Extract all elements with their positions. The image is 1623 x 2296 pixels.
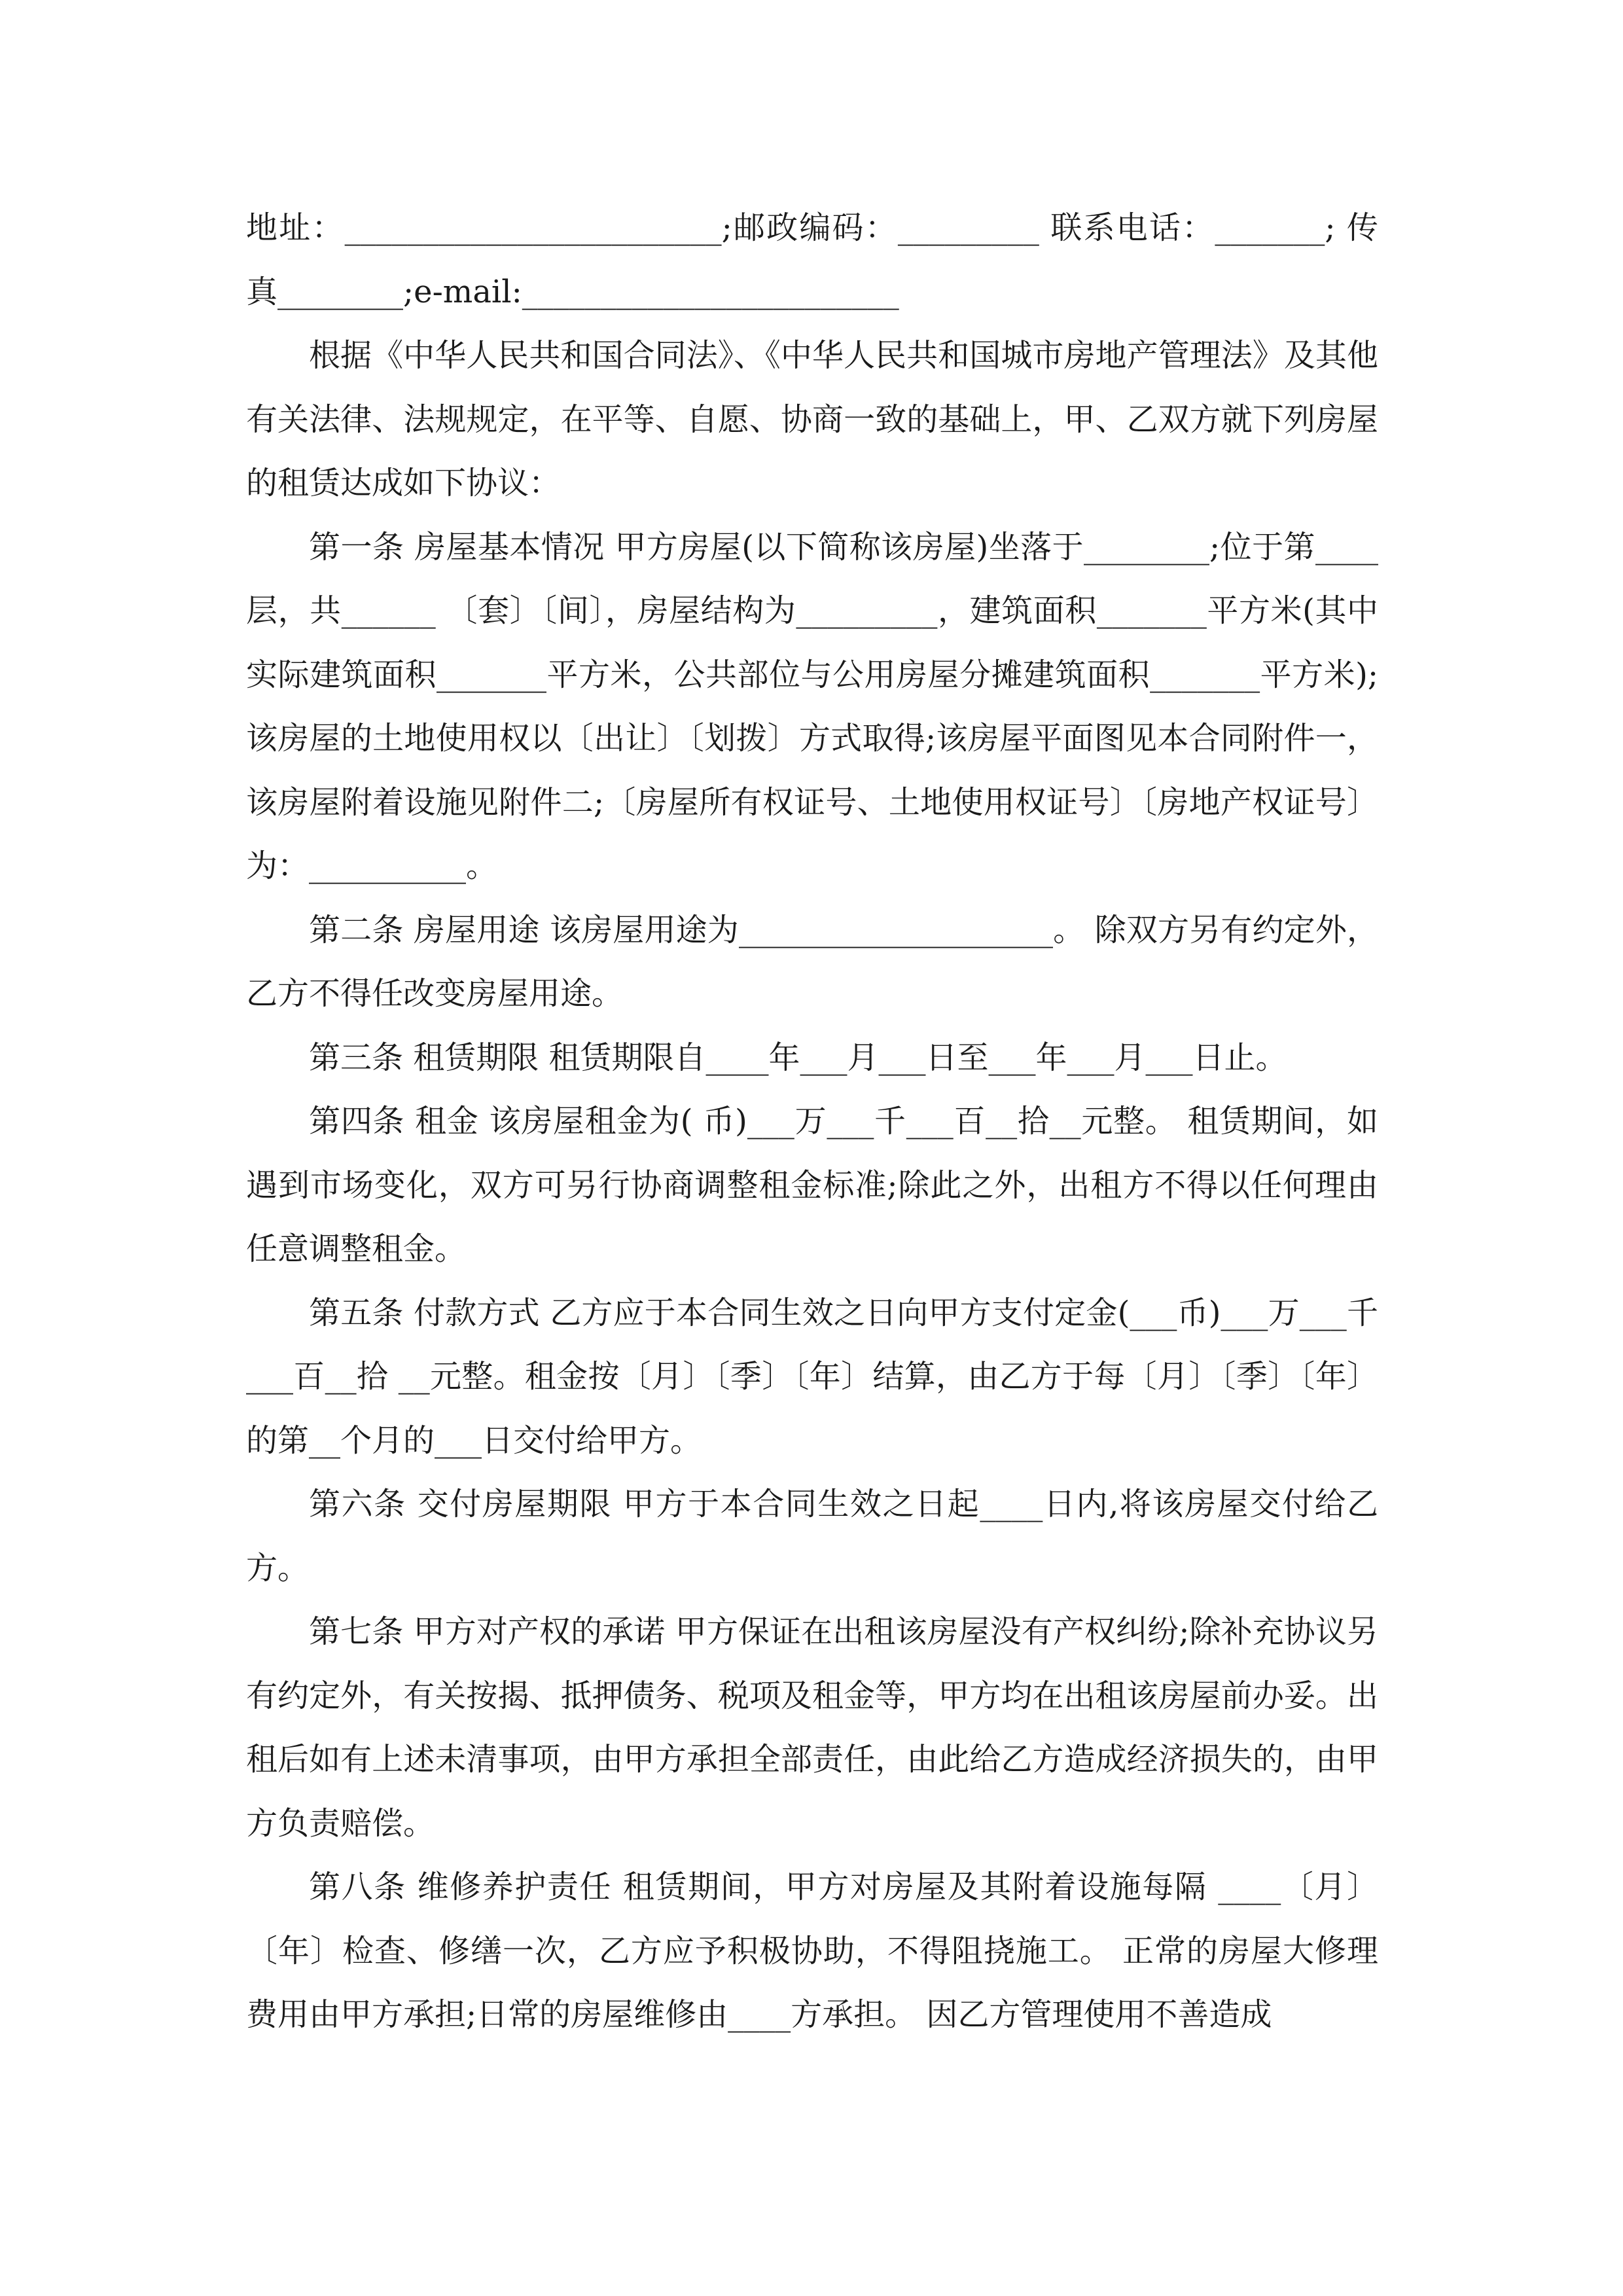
article-6-delivery-period: 第六条 交付房屋期限 甲方于本合同生效之日起____日内,将该房屋交付给乙方。 <box>246 1486 1378 1587</box>
contract-page <box>246 196 1378 2047</box>
contact-info-paragraph: 地址：________________________;邮政编码：_________ 联系电话：_______; 传真________;e-mail:________________________ <box>246 209 1378 310</box>
article-3-lease-term: 第三条 租赁期限 租赁期限自____年___月___日至___年___月___日止。 <box>309 1039 1287 1076</box>
article-5-payment-method: 第五条 付款方式 乙方应于本合同生效之日向甲方支付定金(___币)___万___千___百__拾 __元整。租金按〔月〕〔季〕〔年〕结算，由乙方于每〔月〕〔季〕〔年〕的第__个月的___日交付给甲方。 <box>246 1294 1378 1459</box>
article-2-property-use: 第二条 房屋用途 该房屋用途为____________________。 除双方另有约定外，乙方不得任改变房屋用途。 <box>246 911 1378 1012</box>
article-1-property-info: 第一条 房屋基本情况 甲方房屋(以下简称该房屋)坐落于________;位于第____层，共______ 〔套〕〔间〕，房屋结构为_________，建筑面积_______平方米(其中实际建筑面积_______平方米，公共部位与公用房屋分摊建筑面积_______平方米);该房屋的土地使用权以〔出让〕〔划拨〕方式取得;该房屋平面图见本合同附件一，该房屋附着设施见附件二;〔房屋所有权证号、土地使用权证号〕〔房地产权证号〕为：__________。 <box>246 528 1378 884</box>
article-7-property-rights: 第七条 甲方对产权的承诺 甲方保证在出租该房屋没有产权纠纷;除补充协议另有约定外，有关按揭、抵押债务、税项及租金等，甲方均在出租该房屋前办妥。出租后如有上述未清事项，由甲方承担全部责任，由此给乙方造成经济损失的，由甲方负责赔偿。 <box>246 1613 1378 1842</box>
preamble-paragraph: 根据《中华人民共和国合同法》、《中华人民共和国城市房地产管理法》及其他有关法律、法规规定，在平等、自愿、协商一致的基础上，甲、乙双方就下列房屋的租赁达成如下协议： <box>246 337 1378 501</box>
article-4-rent: 第四条 租金 该房屋租金为( 币)___万___千___百__拾__元整。 租赁期间，如遇到市场变化，双方可另行协商调整租金标准;除此之外，出租方不得以任何理由任意调整租金。 <box>246 1103 1378 1267</box>
article-8-maintenance: 第八条 维修养护责任 租赁期间，甲方对房屋及其附着设施每隔 ____〔月〕〔年〕检查、修缮一次，乙方应予积极协助，不得阻挠施工。 正常的房屋大修理费用由甲方承担;日常的房屋维修由____方承担。 因乙方管理使用不善造成 <box>246 1869 1378 2033</box>
